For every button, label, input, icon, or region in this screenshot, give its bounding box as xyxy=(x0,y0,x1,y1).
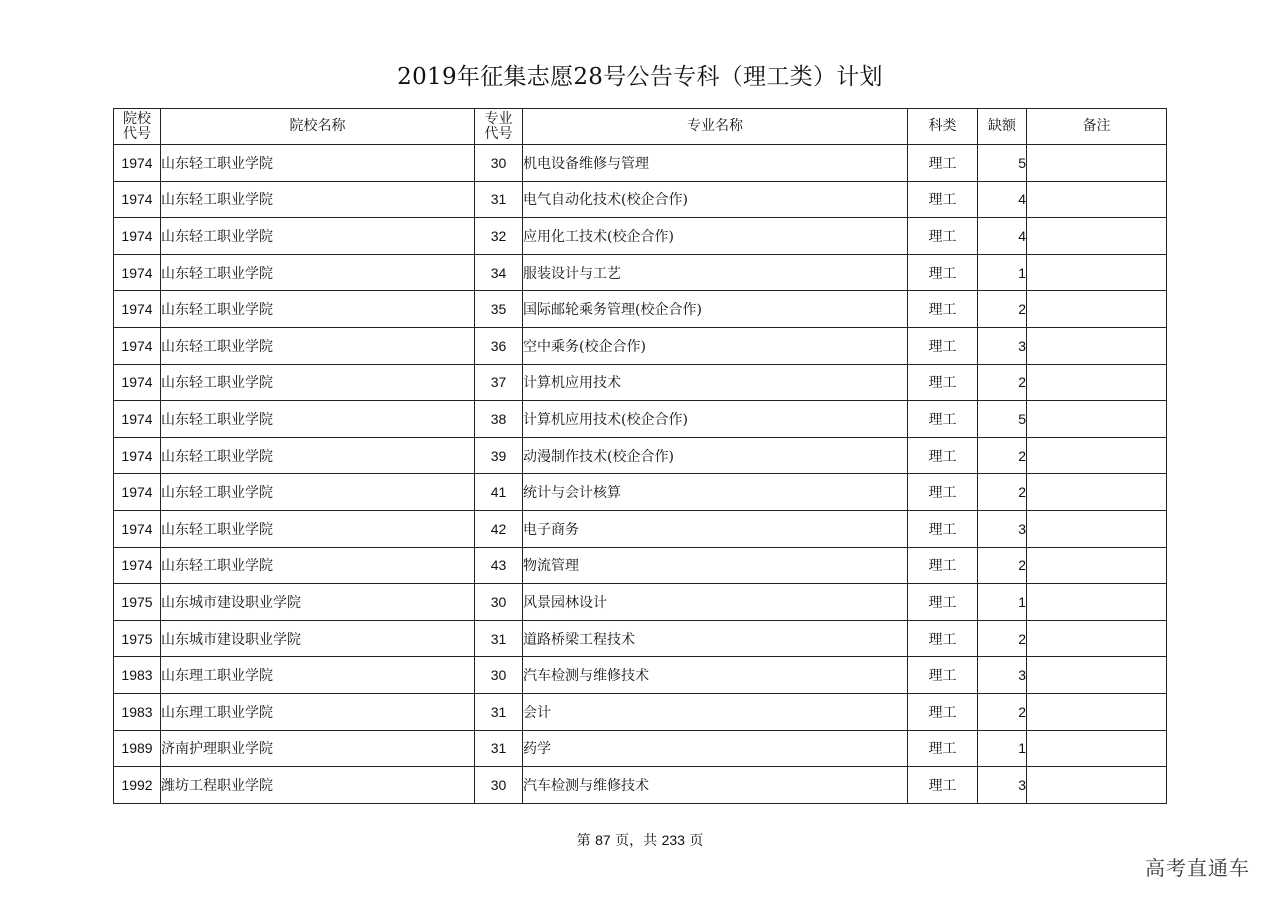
cell-school-name: 山东理工职业学院 xyxy=(161,693,475,730)
header-major-code-line2: 代号 xyxy=(484,125,513,142)
cell-major-code: 31 xyxy=(475,181,523,218)
cell-school-name: 山东轻工职业学院 xyxy=(161,474,475,511)
cell-note xyxy=(1027,474,1167,511)
header-note: 备注 xyxy=(1027,109,1167,145)
cell-major-name: 计算机应用技术(校企合作) xyxy=(523,401,908,438)
cell-note xyxy=(1027,291,1167,328)
cell-major-name: 统计与会计核算 xyxy=(523,474,908,511)
cell-major-code: 30 xyxy=(475,584,523,621)
cell-note xyxy=(1027,584,1167,621)
cell-school-code: 1974 xyxy=(114,291,161,328)
cell-school-code: 1974 xyxy=(114,181,161,218)
cell-school-name: 山东轻工职业学院 xyxy=(161,437,475,474)
cell-major-name: 国际邮轮乘务管理(校企合作) xyxy=(523,291,908,328)
cell-quota: 2 xyxy=(978,291,1027,328)
cell-major-name: 空中乘务(校企合作) xyxy=(523,327,908,364)
cell-category: 理工 xyxy=(908,437,978,474)
cell-school-code: 1992 xyxy=(114,767,161,804)
cell-category: 理工 xyxy=(908,510,978,547)
cell-major-name: 汽车检测与维修技术 xyxy=(523,657,908,694)
table-row xyxy=(114,364,1167,401)
cell-note xyxy=(1027,437,1167,474)
cell-school-name: 山东轻工职业学院 xyxy=(161,291,475,328)
page-title: 2019年征集志愿28号公告专科（理工类）计划 xyxy=(397,64,883,90)
table-row xyxy=(114,181,1167,218)
cell-school-code: 1974 xyxy=(114,474,161,511)
cell-school-code: 1974 xyxy=(114,401,161,438)
cell-major-name: 汽车检测与维修技术 xyxy=(523,767,908,804)
cell-note xyxy=(1027,620,1167,657)
table-row xyxy=(114,767,1167,804)
cell-major-code: 30 xyxy=(475,657,523,694)
cell-school-name: 山东轻工职业学院 xyxy=(161,218,475,255)
table-row xyxy=(114,584,1167,621)
cell-quota: 1 xyxy=(978,730,1027,767)
cell-major-name: 药学 xyxy=(523,730,908,767)
header-school-code xyxy=(114,109,161,145)
cell-major-name: 风景园林设计 xyxy=(523,584,908,621)
cell-quota: 1 xyxy=(978,584,1027,621)
cell-major-code: 42 xyxy=(475,510,523,547)
cell-school-code: 1974 xyxy=(114,364,161,401)
cell-note xyxy=(1027,657,1167,694)
cell-school-code: 1983 xyxy=(114,657,161,694)
header-school-code-line2: 代号 xyxy=(123,125,151,142)
cell-category: 理工 xyxy=(908,254,978,291)
header-school-code-line1: 院校 xyxy=(123,110,151,127)
footer-prefix: 第 xyxy=(576,833,591,849)
footer-total-pages: 233 xyxy=(661,832,685,848)
cell-quota: 4 xyxy=(978,218,1027,255)
table-row xyxy=(114,327,1167,364)
table-row xyxy=(114,401,1167,438)
table-row xyxy=(114,254,1167,291)
cell-category: 理工 xyxy=(908,401,978,438)
table-row xyxy=(114,547,1167,584)
cell-school-name: 山东轻工职业学院 xyxy=(161,327,475,364)
cell-school-code: 1974 xyxy=(114,437,161,474)
cell-major-name: 动漫制作技术(校企合作) xyxy=(523,437,908,474)
cell-quota: 5 xyxy=(978,145,1027,182)
cell-school-code: 1974 xyxy=(114,547,161,584)
cell-major-code: 43 xyxy=(475,547,523,584)
cell-school-name: 山东轻工职业学院 xyxy=(161,401,475,438)
table-row xyxy=(114,437,1167,474)
cell-quota: 2 xyxy=(978,620,1027,657)
cell-school-name: 山东轻工职业学院 xyxy=(161,181,475,218)
cell-school-code: 1989 xyxy=(114,730,161,767)
cell-major-code: 31 xyxy=(475,730,523,767)
cell-note xyxy=(1027,510,1167,547)
cell-quota: 3 xyxy=(978,510,1027,547)
cell-school-name: 山东轻工职业学院 xyxy=(161,547,475,584)
cell-note xyxy=(1027,218,1167,255)
table-header-row xyxy=(114,109,1167,145)
cell-category: 理工 xyxy=(908,547,978,584)
table-row xyxy=(114,218,1167,255)
header-quota: 缺额 xyxy=(978,109,1027,145)
cell-category: 理工 xyxy=(908,620,978,657)
cell-major-code: 35 xyxy=(475,291,523,328)
cell-major-code: 31 xyxy=(475,693,523,730)
cell-category: 理工 xyxy=(908,474,978,511)
cell-major-name: 电气自动化技术(校企合作) xyxy=(523,181,908,218)
header-school-name: 院校名称 xyxy=(161,109,475,145)
cell-major-code: 30 xyxy=(475,767,523,804)
cell-major-code: 39 xyxy=(475,437,523,474)
cell-major-name: 机电设备维修与管理 xyxy=(523,145,908,182)
watermark-logo-text: 高考直通车 xyxy=(1145,856,1250,880)
cell-major-code: 37 xyxy=(475,364,523,401)
cell-school-code: 1974 xyxy=(114,254,161,291)
cell-category: 理工 xyxy=(908,181,978,218)
header-major-name: 专业名称 xyxy=(523,109,908,145)
cell-school-code: 1975 xyxy=(114,584,161,621)
cell-quota: 2 xyxy=(978,547,1027,584)
cell-category: 理工 xyxy=(908,145,978,182)
cell-note xyxy=(1027,401,1167,438)
cell-major-name: 服装设计与工艺 xyxy=(523,254,908,291)
cell-category: 理工 xyxy=(908,730,978,767)
cell-major-code: 30 xyxy=(475,145,523,182)
cell-school-name: 山东轻工职业学院 xyxy=(161,364,475,401)
table-row xyxy=(114,693,1167,730)
cell-category: 理工 xyxy=(908,584,978,621)
cell-major-name: 会计 xyxy=(523,693,908,730)
cell-school-name: 山东理工职业学院 xyxy=(161,657,475,694)
cell-note xyxy=(1027,693,1167,730)
cell-major-name: 电子商务 xyxy=(523,510,908,547)
table-row xyxy=(114,510,1167,547)
cell-school-code: 1974 xyxy=(114,145,161,182)
cell-note xyxy=(1027,327,1167,364)
cell-quota: 3 xyxy=(978,657,1027,694)
cell-major-name: 道路桥梁工程技术 xyxy=(523,620,908,657)
cell-school-name: 山东轻工职业学院 xyxy=(161,145,475,182)
footer-middle: 页，共 xyxy=(615,833,658,849)
cell-note xyxy=(1027,364,1167,401)
table-row xyxy=(114,730,1167,767)
cell-quota: 3 xyxy=(978,767,1027,804)
cell-quota: 4 xyxy=(978,181,1027,218)
table-row xyxy=(114,620,1167,657)
table-row xyxy=(114,291,1167,328)
cell-major-code: 34 xyxy=(475,254,523,291)
table-row xyxy=(114,145,1167,182)
cell-category: 理工 xyxy=(908,291,978,328)
cell-major-code: 31 xyxy=(475,620,523,657)
table-row xyxy=(114,657,1167,694)
enrollment-plan-table xyxy=(113,108,1167,804)
cell-quota: 1 xyxy=(978,254,1027,291)
cell-note xyxy=(1027,181,1167,218)
cell-quota: 2 xyxy=(978,437,1027,474)
cell-note xyxy=(1027,145,1167,182)
cell-major-code: 32 xyxy=(475,218,523,255)
table-row xyxy=(114,474,1167,511)
cell-major-name: 应用化工技术(校企合作) xyxy=(523,218,908,255)
cell-major-name: 计算机应用技术 xyxy=(523,364,908,401)
cell-school-name: 山东轻工职业学院 xyxy=(161,254,475,291)
cell-quota: 2 xyxy=(978,364,1027,401)
footer-page-number: 87 xyxy=(595,832,611,848)
header-major-code-line1: 专业 xyxy=(484,110,513,127)
cell-category: 理工 xyxy=(908,364,978,401)
footer-suffix: 页 xyxy=(689,833,704,849)
cell-category: 理工 xyxy=(908,767,978,804)
cell-major-code: 36 xyxy=(475,327,523,364)
header-major-code xyxy=(475,109,523,145)
cell-category: 理工 xyxy=(908,218,978,255)
cell-school-name: 山东城市建设职业学院 xyxy=(161,620,475,657)
cell-school-code: 1974 xyxy=(114,327,161,364)
cell-major-code: 38 xyxy=(475,401,523,438)
cell-note xyxy=(1027,767,1167,804)
cell-note xyxy=(1027,547,1167,584)
cell-note xyxy=(1027,254,1167,291)
cell-school-code: 1975 xyxy=(114,620,161,657)
cell-quota: 2 xyxy=(978,693,1027,730)
cell-category: 理工 xyxy=(908,657,978,694)
cell-school-code: 1983 xyxy=(114,693,161,730)
cell-quota: 2 xyxy=(978,474,1027,511)
cell-note xyxy=(1027,730,1167,767)
cell-quota: 3 xyxy=(978,327,1027,364)
table-body xyxy=(114,145,1167,804)
cell-school-name: 山东城市建设职业学院 xyxy=(161,584,475,621)
cell-school-name: 山东轻工职业学院 xyxy=(161,510,475,547)
cell-school-code: 1974 xyxy=(114,218,161,255)
cell-major-name: 物流管理 xyxy=(523,547,908,584)
cell-category: 理工 xyxy=(908,327,978,364)
page-footer xyxy=(0,830,1280,850)
cell-school-name: 潍坊工程职业学院 xyxy=(161,767,475,804)
cell-quota: 5 xyxy=(978,401,1027,438)
cell-school-code: 1974 xyxy=(114,510,161,547)
cell-major-code: 41 xyxy=(475,474,523,511)
cell-school-name: 济南护理职业学院 xyxy=(161,730,475,767)
cell-category: 理工 xyxy=(908,693,978,730)
header-category: 科类 xyxy=(908,109,978,145)
